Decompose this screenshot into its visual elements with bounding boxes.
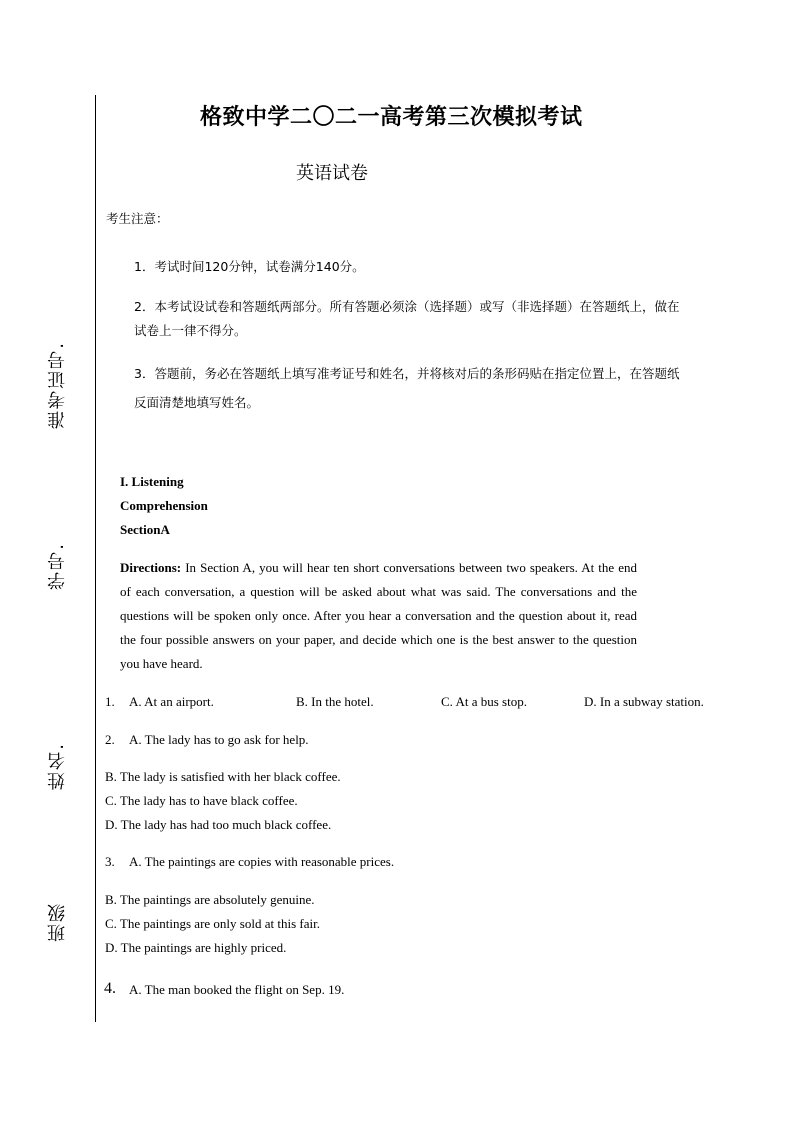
question-3-option-b: B. The paintings are absolutely genuine. <box>105 892 315 907</box>
question-2-option-b: B. The lady is satisfied with her black coffee. <box>105 769 341 784</box>
notice-item-1: 1．考试时间120分钟，试卷满分140分。 <box>134 259 365 274</box>
question-3-number: 3. <box>105 854 115 869</box>
question-3-option-a: A. The paintings are copies with reasonable prices. <box>129 854 395 869</box>
notice-item-3: 3．答题前，务必在答题纸上填写准考证号和姓名，并将核对后的条形码贴在指定位置上，在答题纸 <box>134 366 680 381</box>
question-1-number: 1. <box>105 694 115 709</box>
class-label: 班级 <box>47 902 68 942</box>
name-label: 姓名. <box>47 744 68 790</box>
part-heading-line2: Comprehension <box>120 498 208 513</box>
directions-label: Directions: <box>120 560 182 575</box>
question-4-option-a: A. The man booked the flight on Sep. 19. <box>129 982 345 997</box>
question-2-option-d: D. The lady has had too much black coffee. <box>105 817 332 832</box>
question-2-option-c: C. The lady has to have black coffee. <box>105 793 298 808</box>
exam-id-label: 准考证号. <box>47 343 68 429</box>
section-heading: SectionA <box>120 522 170 537</box>
notice-item-2: 2．本考试设试卷和答题纸两部分。所有答题必须涂（选择题）或写（非选择题）在答题纸上，做在 <box>134 299 680 314</box>
directions-paragraph <box>120 556 637 676</box>
question-3-option-c: C. The paintings are only sold at this fair. <box>105 916 320 931</box>
notice-heading: 考生注意： <box>106 211 169 226</box>
binding-margin-line <box>95 95 96 1022</box>
question-4-number: 4. <box>104 980 116 997</box>
exam-title: 格致中学二〇二一高考第三次模拟考试 <box>200 104 583 130</box>
question-2-number: 2. <box>105 732 115 747</box>
notice-item-3-cont: 反面清楚地填写姓名。 <box>134 395 260 410</box>
question-1-option-d: D. In a subway station. <box>584 694 704 709</box>
directions-text: In Section A, you will hear ten short conversations between two speakers. At the end of each conversation, a question will be asked about what was said. The conversations and the questions will be spoken only once. After you hear a conversation and the question about it, read the four possible answers on your paper, and decide which one is the best answer to the question you have heard. <box>120 560 637 671</box>
question-1-option-b: B. In the hotel. <box>296 694 374 709</box>
question-1-option-a: A. At an airport. <box>129 694 214 709</box>
notice-item-2-cont: 试卷上一律不得分。 <box>134 323 247 338</box>
question-3-option-d: D. The paintings are highly priced. <box>105 940 287 955</box>
question-2-option-a: A. The lady has to go ask for help. <box>129 732 309 747</box>
part-heading-line1: I. Listening <box>120 474 184 489</box>
student-number-label: 学号. <box>47 544 68 590</box>
question-1-option-c: C. At a bus stop. <box>441 694 527 709</box>
exam-subtitle: 英语试卷 <box>296 163 368 184</box>
